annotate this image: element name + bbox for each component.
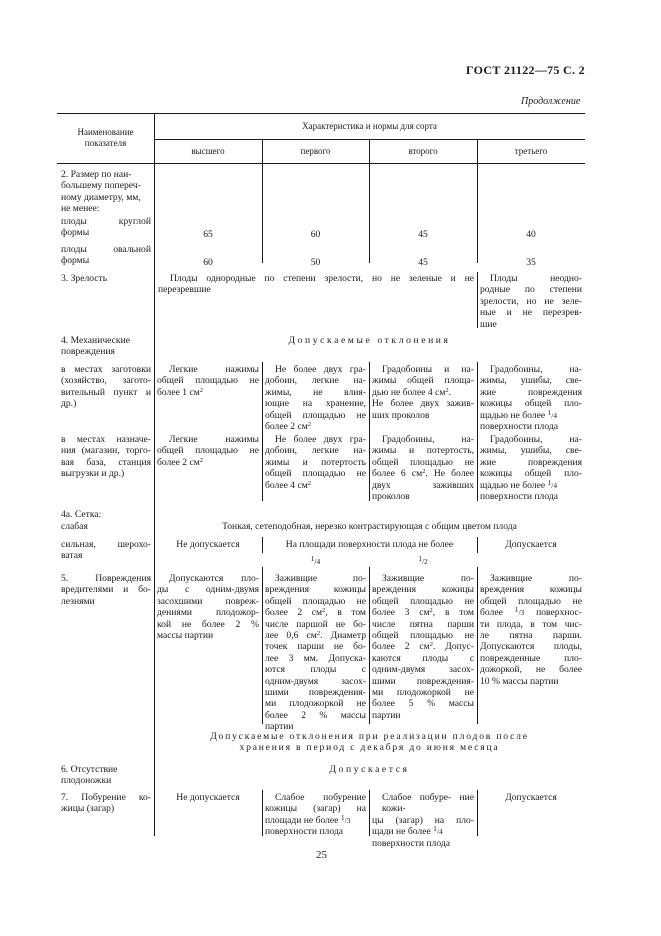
mech-divider-2 [369,362,370,501]
procurement-first: Не более двух гра- добоин, легкие на- жимы, не влия- ющие на хранение, общей площадью не более 2 $см^2$ [265,364,366,433]
round-first: 60 [310,229,321,240]
size-label: 2. Размер по наи- большему попереч- ному диаметру, мм, не менее: [61,169,141,215]
net-weak-label: слабая [61,521,88,532]
oval-form-label: плоды овальной формы [61,244,151,267]
destination-top: Легкие нажимы общей площадью не более 2 $см^2$ [157,434,259,468]
standard-number: ГОСТ 21122—75 С. 2 [466,63,585,77]
procurement-label: в местах заготовки (хозяйство, загото- вительный пункт и др.) [61,364,151,410]
procurement-second: Градобоины и на- жимы общей площа- дью не более 4 $см^2$. Не более двух зажив- ших проколов [372,364,474,421]
pests-divider-3 [477,567,478,724]
grade-first: первого [300,146,331,156]
net-strong-third: Допускается [505,539,557,550]
net-strong-top: Не допускается [176,539,240,550]
grade-divider-3 [477,139,478,263]
grade-third: третьего [514,146,548,156]
col-group-header: Характеристика и нормы для сорта [302,121,437,131]
net-strong-second-fraction: 1/2 [418,554,428,566]
grade-top: высшего [191,146,225,156]
col-name-header: Наименование показателя [77,127,134,148]
oval-second: 45 [418,257,428,268]
oval-third: 35 [526,257,536,268]
oval-top: 60 [203,257,213,268]
grade-divider-2 [369,139,370,263]
stem-label: 6. Отсутствие плодоножки [61,764,118,787]
sunburn-label: 7. Побурение ко- жицы (загар) [61,792,151,815]
net-strong-first-fraction: 1/4 [310,554,321,566]
sunburn-second: Слабое побуре- ние кожи- цы (загар) на пло- щади не более 1/4 поверхности плода [372,792,474,849]
sunburn-third: Допускается [505,792,557,803]
round-form-label: плоды круглой формы [61,216,151,239]
name-col-divider [154,113,155,836]
net-strong-mid: На площади поверхности плода не более [285,539,454,550]
header-bottom-rule [57,163,585,164]
grade-second: второго [408,146,438,156]
sunburn-first: Слабое побурение кожицы (загар) на площади не более 1/3 поверхности плода [265,792,366,838]
net-label: 4а. Сетка: [61,509,102,520]
stem-value: Допускается [329,764,410,775]
ripeness-label: 3. Зрелость [61,273,108,284]
storage-heading: Допускаемые отклонения при реализации плодов после хранения в период с декабря до июня месяца [210,731,529,754]
net-weak-value: Тонкая, сетеподобная, нерезко контрастирующая с общим цветом плода [222,521,517,532]
ripeness-merged: Плоды однородные по степени зрелости, но не зеленые и не перезревшие [158,273,474,296]
oval-first: 50 [310,257,321,268]
ripeness-third: Плоды неодно- родные по степени зрелости, но не зеле- ные и не перезрев- шие [480,273,582,330]
procurement-top: Легкие нажимы общей площадью не более 1 $см^2$ [157,364,259,398]
round-second: 45 [418,229,428,240]
pests-divider-2 [369,567,370,724]
table-top-rule [57,113,585,114]
mech-divider-1 [262,362,263,501]
allowed-deviations-heading: Допускаемые отклонения [288,335,451,346]
pests-second: Заживщие по- вреждения кожицы общей площадью не более 3 $см^2$, в том числе пятна парши общей площадью не более 2 $см^2$. Допус- каются плоды с одним-двумя засох- шими повреждения- ми плодожоркой не более 5 % массы партии [372,573,475,721]
round-third: 40 [526,229,536,240]
pests-top: Допускаются пло- ды с одним-двумя засохшими повреж- дениями плодожор- кой не более 2 % массы партии [157,573,259,642]
page-number: 25 [316,849,327,861]
destination-third: Градобоины, на- жимы, ушибы, све- жие повреждения кожицы общей пло- щадью не более 1/4 поверхности плода [480,434,582,503]
mech-label: 4. Механические повреждения [61,335,130,358]
mech-divider-3 [477,362,478,501]
destination-first: Не более двух гра- добоин, легкие на- жимы и потертость общей площадью не более 4 $см^2$ [265,434,366,491]
sunburn-divider-1 [262,790,263,836]
round-top: 65 [203,229,213,240]
pests-first: Заживщие по- вреждения кожицы общей площадью не более 2 $см^2$, в том числе паршой не бо- лее 0,6 $см^2$. Диаметр точек парши не бо- лее 3 мм. Допуска- ются плоды с одним-двумя засох- шими повреждения- ми плодожоркой не более 2 % массы партии [265,573,367,733]
destination-second: Градобоины, на- жимы и потертость, общей площадью не более 6 $см^2$. Не более двух заживших проколов [372,434,474,503]
pests-label: 5. Повреждения вредителями и бо- лезнями [61,573,151,607]
sunburn-top: Не допускается [176,792,240,803]
procurement-third: Градобоины, на- жимы, ушибы, све- жие повреждения кожицы общей пло- щадью не более 1/4 поверхности плода [480,364,582,433]
pests-third: Заживщие по- вреждения кожицы общей площадью не более 1/3 поверхнос- ти плода, в том чис- ле пятна парши. Допускаются плоды, поврежденные пло- дожоркой, не более 10 % массы партии [480,573,582,687]
grade-divider-1 [262,139,263,263]
sunburn-divider-2 [369,790,370,836]
pests-divider-1 [262,567,263,724]
continuation-label: Продолжение [521,96,581,107]
net-strong-label: сильная, шерохо- ватая [61,539,151,562]
destination-label: в местах назначе- ния (магазин, торго- вая база, станция выгрузки и др.) [61,434,151,480]
ripeness-divider [477,272,478,328]
